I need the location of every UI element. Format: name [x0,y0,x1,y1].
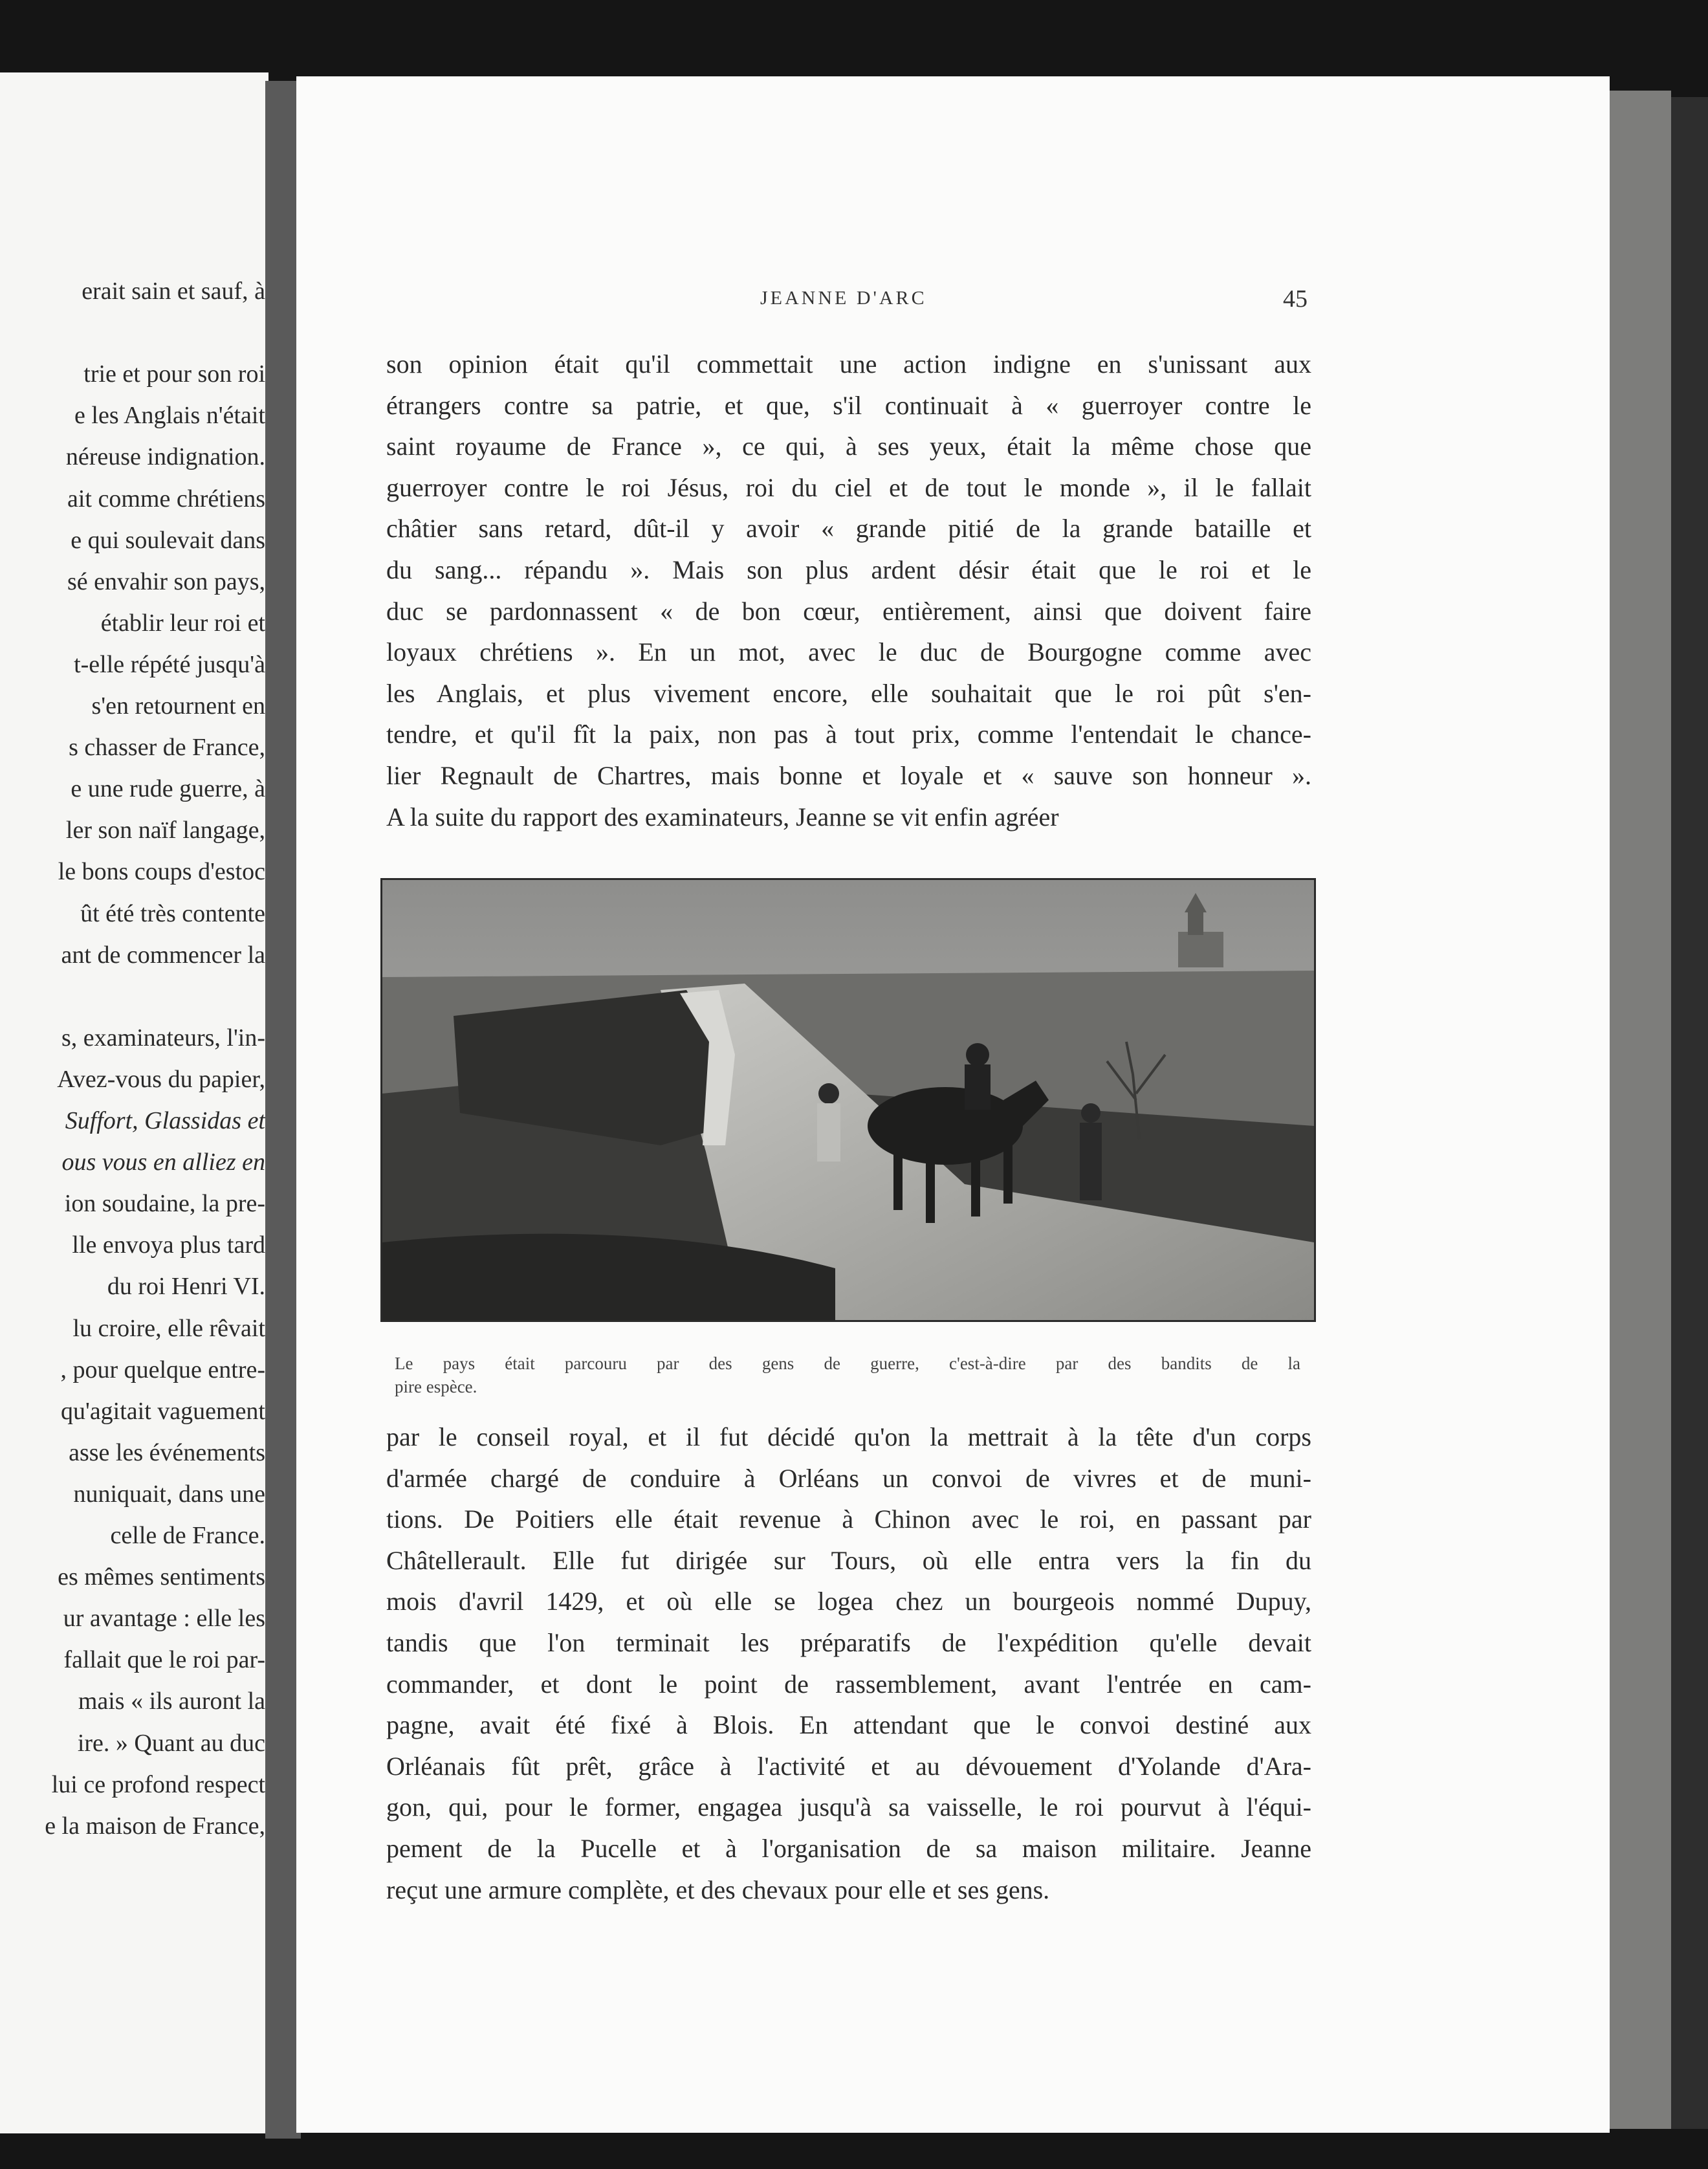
caption-line: pire espèce. [395,1377,477,1396]
text-line: gon, qui, pour le former, engagea jusqu'à sa vaisselle, le roi pourvut à l'équi- [386,1792,1311,1822]
text-line: commander, et dont le point de rassemblement, avant l'entrée en cam- [386,1669,1311,1699]
text-line: duc se pardonnassent « de bon cœur, entièrement, ainsi que doivent faire [386,596,1311,626]
text-line: mois d'avril 1429, et où elle se logea chez un bourgeois nommé Dupuy, [386,1587,1311,1616]
left-text-line: erait sain et sauf, à [82,278,265,305]
left-text-line: e les Anglais n'était [74,402,265,430]
book-gutter [265,81,301,2139]
text-line: par le conseil royal, et il fut décidé qu'on la mettrait à la tête d'un corps [386,1422,1311,1451]
left-text-line: s, examinateurs, l'in- [61,1024,265,1051]
text-line: son opinion était qu'il commettait une action indigne en s'unissant aux [386,349,1311,379]
left-text-line: lui ce profond respect [51,1770,265,1798]
rider [965,1043,991,1110]
text-line: d'armée chargé de conduire à Orléans un convoi de vivres et de muni- [386,1463,1311,1493]
left-text-line: mais « ils auront la [78,1688,265,1715]
left-text-line: lu croire, elle rêvait [72,1314,265,1342]
left-text-line: ire. » Quant au duc [77,1729,265,1757]
text-line: pement de la Pucelle et à l'organisation de sa maison militaire. Jeanne [386,1834,1311,1863]
left-text-line: s chasser de France, [69,734,265,762]
left-text-line: Avez-vous du papier, [57,1065,265,1093]
text-line: tandis que l'on terminait les préparatifs de l'expédition qu'elle devait [386,1628,1311,1657]
text-line: les Anglais, et plus vivement encore, elle souhaitait que le roi pût s'en- [386,678,1311,708]
left-text-line: sé envahir son pays, [67,567,265,595]
text-line: A la suite du rapport des examinateurs, Jeanne se vit enfin agréer [386,802,1059,831]
left-text-line: t-elle répété jusqu'à [74,650,265,678]
page-number: 45 [1283,285,1308,313]
left-text-line: néreuse indignation. [65,443,265,471]
left-text-line: ant de commencer la [61,941,265,969]
left-text-line: du roi Henri VI. [107,1273,265,1301]
left-text-line: établir leur roi et [100,609,265,637]
left-page [0,72,268,2133]
text-line: lier Regnault de Chartres, mais bonne et loyale et « sauve son honneur ». [386,761,1311,790]
left-text-line: ous vous en alliez en [61,1149,265,1176]
left-text-line: e qui soulevait dans [71,526,265,554]
left-text-line: , pour quelque entre- [60,1356,265,1383]
text-line: guerroyer contre le roi Jésus, roi du ciel et de tout le monde », il le fallait [386,472,1311,502]
left-text-line: le bons coups d'estoc [58,858,265,886]
left-text-line: asse les événements [69,1438,265,1466]
illustration-engraving [380,878,1316,1322]
left-text-line: es mêmes sentiments [58,1563,265,1591]
text-line: loyaux chrétiens ». En un mot, avec le duc de Bourgogne comme avec [386,637,1311,667]
page-edge-stack [1610,91,1671,2129]
left-text-line: trie et pour son roi [83,360,265,388]
text-line: Châtellerault. Elle fut dirigée sur Tours, où elle entra vers la fin du [386,1545,1311,1575]
text-line: châtier sans retard, dût-il y avoir « grande pitié de la grande bataille et [386,514,1311,544]
left-text-line: lle envoya plus tard [72,1231,265,1259]
left-text-line: qu'agitait vaguement [60,1397,265,1425]
left-text-line: ait comme chrétiens [67,485,265,512]
book-cover-edge [1671,97,1708,2129]
running-head: JEANNE D'ARC [760,287,927,309]
text-line: saint royaume de France », ce qui, à ses yeux, était la même chose que [386,432,1311,461]
left-text-line: e une rude guerre, à [71,775,265,803]
text-line: tions. De Poitiers elle était revenue à Chinon avec le roi, en passant par [386,1504,1311,1534]
left-text-line: celle de France. [110,1522,265,1549]
text-line: Orléanais fût prêt, grâce à l'activité et au dévouement d'Yolande d'Ara- [386,1751,1311,1781]
left-text-line: ût été très contente [80,899,265,927]
left-text-line: e la maison de France, [45,1812,265,1840]
text-line: du sang... répandu ». Mais son plus ardent désir était que le roi et le [386,555,1311,584]
left-text-line: fallait que le roi par- [63,1646,265,1674]
text-line: pagne, avait été fixé à Blois. En attendant que le convoi destiné aux [386,1710,1311,1740]
text-line: étrangers contre sa patrie, et que, s'il continuait à « guerroyer contre le [386,390,1311,420]
left-text-line: ion soudaine, la pre- [64,1190,265,1218]
engraving-scene [382,880,1314,1320]
left-text-line: Suffort, Glassidas et [65,1107,265,1134]
left-text-line: ur avantage : elle les [63,1605,265,1633]
left-text-line: nuniquait, dans une [73,1480,265,1508]
text-line: tendre, et qu'il fît la paix, non pas à tout prix, comme l'entendait le chance- [386,720,1311,749]
left-text-line: ler son naïf langage, [65,817,265,844]
caption-line: Le pays était parcouru par des gens de guerre, c'est-à-dire par des bandits de la [395,1354,1300,1373]
left-text-line: s'en retournent en [91,692,265,720]
text-line: reçut une armure complète, et des chevaux pour elle et ses gens. [386,1875,1050,1904]
